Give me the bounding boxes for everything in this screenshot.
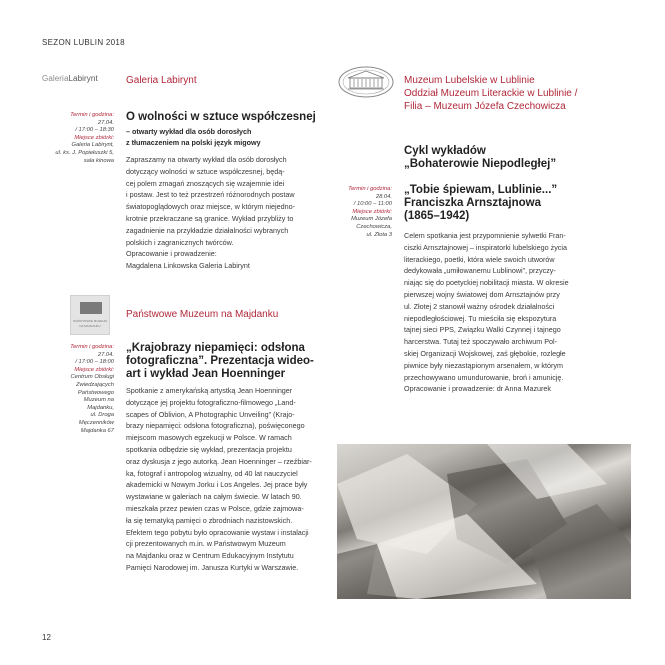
- title-line: art i wykład Jean Hoenninger: [126, 368, 286, 380]
- term-label: Termin i godzina:: [70, 112, 114, 118]
- body-line: tajnej sieci PPS, Związku Walki Czynnej i tajnego: [404, 325, 561, 335]
- event3-meta: [318, 186, 392, 239]
- body-line: polskich i zagranicznych twórców.: [126, 237, 234, 247]
- series-title-line: „Bohaterowie Niepodległej”: [404, 158, 557, 170]
- body-line: spotkania odbędzie się wykład, prezentacja projektu: [126, 444, 292, 454]
- place-line: Majdanku,: [87, 404, 114, 411]
- body-line: oraz dyskusja z jego autorką. Jean Hoenninger – rzeźbiar-: [126, 456, 312, 466]
- body-line: dotyczące jej projektu fotograficzno-filmowego „Land-: [126, 397, 296, 407]
- event1-meta: [40, 112, 114, 165]
- majdanek-museum-logo: [70, 295, 110, 335]
- body-line: skiej Organizacji Wojskowej, zaś głębokie, rozległe: [404, 348, 566, 358]
- body-line: harcerstwa. Tutaj też spoczywało archiwum Pol-: [404, 337, 557, 347]
- place-line: Centrum Obsługi: [70, 374, 114, 381]
- organizer-label: Opracowanie i prowadzenie:: [126, 249, 217, 259]
- body-line: literackiego, poetki, która wiele swoich utworów: [404, 254, 555, 264]
- logo-word-galeria: Galeria: [42, 74, 69, 83]
- event1-title: O wolności w sztuce współczesnej: [126, 111, 316, 123]
- event-date: 27.04.: [97, 119, 114, 126]
- museum-building-icon: [338, 66, 394, 98]
- institution-line: Oddział Muzeum Literackie w Lublinie /: [404, 88, 578, 99]
- place-line: sala kinowa: [83, 157, 114, 164]
- body-line: krotnie przekraczane są granice. Wykład przybliży to: [126, 213, 294, 223]
- event-date: 28.04.: [375, 193, 392, 200]
- place-line: Męczenników: [78, 419, 114, 426]
- body-line: cji prezentowanych m.in. w Państwowym Muzeum: [126, 539, 286, 549]
- subtitle-line: – otwarty wykład dla osób dorosłych: [126, 127, 252, 136]
- place-line: Muzeum na: [83, 397, 114, 404]
- place-line: Zwiedzających: [75, 381, 114, 388]
- organizer-line: Opracowanie i prowadzenie: dr Anna Mazurek: [404, 384, 552, 394]
- body-line: niepodległościowej. Tu mieściła się ekspozytura: [404, 313, 557, 323]
- place-line: Muzeum Józefa: [351, 216, 392, 223]
- place-line: ul. ks. J. Popiełuszki 5,: [55, 149, 114, 156]
- page-number: 12: [42, 633, 51, 642]
- place-line: ul. Złota 3: [366, 231, 392, 238]
- institution-galeria-labirynt: Galeria Labirynt: [126, 75, 197, 86]
- title-line: „Krajobrazy niepamięci: odsłona: [126, 342, 305, 354]
- body-line: Spotkanie z amerykańską artystką Jean Hoenninger: [126, 386, 293, 395]
- body-line: na Majdanku oraz w Centrum Edukacyjnym Instytutu: [126, 551, 294, 561]
- body-line: ciszki Arnsztajnowej – inspiratorki lubelskiego życia: [404, 242, 567, 252]
- event-time: / 17:00 – 18:00: [75, 359, 114, 366]
- metal-type-photo: [337, 444, 631, 599]
- event-time: / 17:00 – 18:30: [75, 127, 114, 134]
- body-line: Efektem tego pobytu było opracowanie wystaw i instalacji: [126, 527, 309, 537]
- body-line: i postaw. Jest to też przestrzeń różnorodnych postaw: [126, 190, 295, 200]
- body-line: Pamięci Narodowej im. Janusza Kurtyki w Warszawie.: [126, 562, 299, 572]
- place-label: Miejsce zbiórki:: [352, 208, 392, 215]
- title-line: „Tobie śpiewam, Lublinie...”: [404, 184, 558, 196]
- body-line: niając się do poetyckiej nobilitacji miasta. W okresie: [404, 278, 569, 288]
- logo-word-labirynt: Labirynt: [68, 74, 98, 83]
- place-line: Galeria Labirynt,: [71, 142, 114, 149]
- muzeum-lubelskie-logo: [338, 66, 394, 98]
- body-line: zagadnienie na przykładzie działalności wybranych: [126, 225, 289, 235]
- body-line: ka, fotograf i antropolog wizualny, od 40 lat nauczyciel: [126, 468, 298, 478]
- institution-majdanek: Państwowe Muzeum na Majdanku: [126, 309, 279, 320]
- organizer-name: Magdalena Linkowska Galeria Labirynt: [126, 261, 250, 271]
- body-line: światopoglądowych oraz miejsce, w którym niejedno-: [126, 202, 295, 212]
- body-line: przechowywano umundurowanie, broń i amunicję.: [404, 372, 564, 382]
- event-date: 27.04.: [97, 351, 114, 358]
- event3-body: [404, 230, 627, 395]
- body-line: miejscom masowych egzekucji w Polsce. W ramach: [126, 433, 292, 443]
- body-line: pierwszej wojny światowej dom Arnsztajnów przy: [404, 289, 560, 299]
- title-line: (1865–1942): [404, 210, 470, 222]
- institution-line: Filia – Muzeum Józefa Czechowicza: [404, 101, 566, 112]
- subtitle-line: z tłumaczeniem na polski język migowy: [126, 138, 261, 147]
- place-line: ul. Droga: [90, 412, 114, 419]
- place-label: Miejsce zbiórki:: [74, 366, 114, 373]
- body-line: scapes of Oblivion, A Photographic Unveiling” (Krajo-: [126, 409, 295, 419]
- event1-body: [126, 154, 320, 272]
- majdanek-logo-caption-line: PAŃSTWOWE MUZEUM: [73, 319, 107, 323]
- body-line: dedykowała „umiłowanemu Lublinowi”, przyczy-: [404, 266, 556, 276]
- majdanek-logo-mark: [80, 302, 102, 314]
- institution-line: Muzeum Lubelskie w Lublinie: [404, 75, 535, 86]
- majdanek-logo-caption-line: NA MAJDANKU: [79, 324, 101, 328]
- body-line: Celem spotkania jest przypomnienie sylwetki Fran-: [404, 231, 566, 240]
- event2-body: [126, 385, 320, 574]
- body-line: mieszkała przez pewien czas w Polsce, gdzie zajmowa-: [126, 503, 304, 513]
- body-line: wystawiane w galeriach na całym świecie. W latach 90.: [126, 492, 302, 502]
- series-title: [404, 145, 644, 171]
- term-label: Termin i godzina:: [348, 186, 392, 192]
- title-line: fotograficzna”. Prezentacja wideo-: [126, 355, 314, 367]
- place-line: Państwowego: [77, 389, 114, 396]
- series-title-line: Cykl wykładów: [404, 145, 486, 157]
- place-line: Majdanka 67: [80, 427, 114, 434]
- event1-subtitle: [126, 126, 320, 148]
- body-line: piwnice były niezastąpionym arsenałem, w którym: [404, 360, 563, 370]
- metal-type-illustration: [337, 444, 631, 599]
- running-title: SEZON LUBLIN 2018: [42, 38, 125, 47]
- term-label: Termin i godzina:: [70, 344, 114, 350]
- event-time: / 10:00 – 11:00: [353, 201, 392, 208]
- body-line: cej polem zmagań znoszących się wzajemnie idei: [126, 178, 285, 188]
- body-line: Zapraszamy na otwarty wykład dla osób dorosłych: [126, 155, 287, 164]
- event3-title: [404, 184, 644, 223]
- title-line: Franciszka Arnsztajnowa: [404, 197, 541, 209]
- body-line: dotyczący wolności w sztuce współczesnej, będą-: [126, 166, 285, 176]
- place-label: Miejsce zbiórki:: [74, 134, 114, 141]
- body-line: akademicki w Nowym Jorku i Los Angeles. Jej prace były: [126, 480, 308, 490]
- institution-muzeum-lubelskie: [404, 74, 644, 113]
- event2-meta: [40, 344, 114, 435]
- body-line: ła się tematyką pamięci o zbrodniach nazistowskich.: [126, 515, 293, 525]
- body-line: brazy niepamięci: odsłona fotograficzna), poświęconego: [126, 421, 305, 431]
- event2-title: [126, 342, 326, 381]
- body-line: ul. Złotej 2 stanowił ważny ośrodek działalności: [404, 301, 555, 311]
- place-line: Czechowicza,: [356, 223, 392, 230]
- galeria-labirynt-logo: [42, 74, 98, 83]
